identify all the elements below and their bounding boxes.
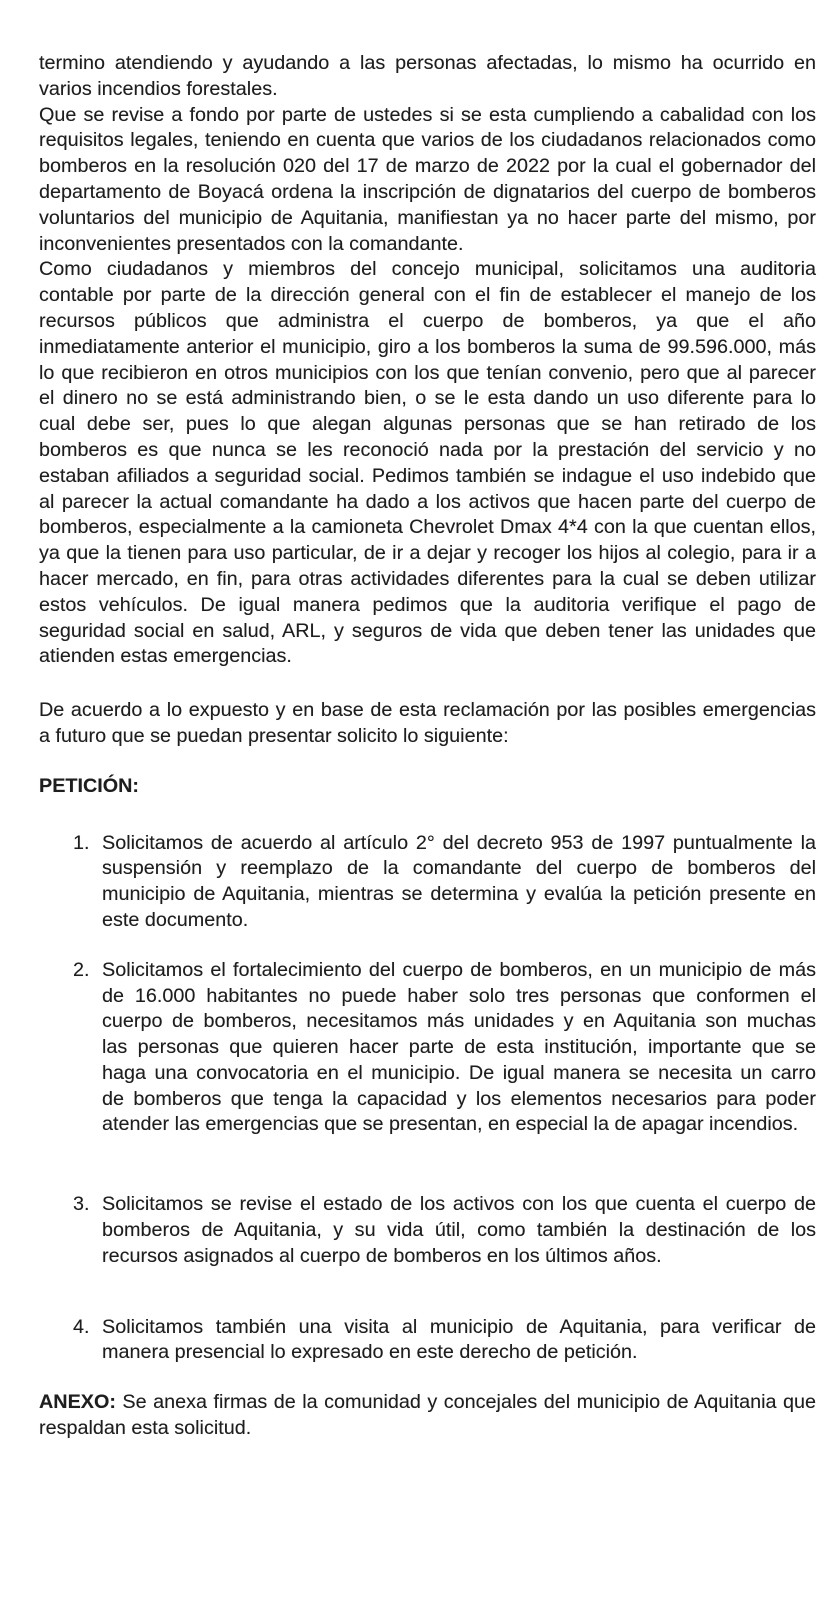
text-line: varios incendios forestales. bbox=[39, 77, 278, 100]
petition-item-4 bbox=[39, 1315, 816, 1367]
document-content bbox=[39, 51, 816, 1442]
text-line: hacer mercado, en fin, para otras actividades diferentes para la cual se deben utilizar bbox=[39, 567, 816, 590]
list-number: 3. bbox=[73, 1193, 90, 1216]
text-line: ya que la tienen para uso particular, de ir a dejar y recoger los hijos al colegio, para ir a bbox=[39, 542, 816, 565]
text-line: haga una convocatoria en el municipio. De igual manera se necesita un carro bbox=[102, 1061, 816, 1084]
paragraph bbox=[39, 103, 816, 258]
text-line: las personas que quieren hacer parte de esta institución, importante que se bbox=[102, 1036, 816, 1059]
text-line: estaban afiliados a seguridad social. Pedimos también se indague el uso indebido que bbox=[39, 464, 816, 487]
list-item-text bbox=[102, 1315, 816, 1367]
text-line: atender las emergencias que se presentan, en especial la de apagar incendios. bbox=[102, 1113, 799, 1136]
text-line: contable por parte de la dirección general con el fin de establecer el manejo de los bbox=[39, 284, 816, 307]
text-line: suspensión y reemplazo de la comandante del cuerpo de bomberos del bbox=[102, 857, 816, 880]
text-line: departamento de Boyacá ordena la inscripción de dignatarios del cuerpo de bomberos bbox=[39, 180, 816, 203]
text-line: Que se revise a fondo por parte de ustedes si se esta cumpliendo a cabalidad con los bbox=[39, 103, 816, 126]
text-line: voluntarios del municipio de Aquitania, manifiestan ya no hacer parte del mismo, por bbox=[39, 206, 816, 229]
text-line: termino atendiendo y ayudando a las personas afectadas, lo mismo ha ocurrido en bbox=[39, 52, 816, 74]
text-line: recursos asignados al cuerpo de bomberos en los últimos años. bbox=[102, 1244, 662, 1267]
list-item-text bbox=[102, 1192, 816, 1269]
text-line: bomberos, especialmente a la camioneta Chevrolet Dmax 4*4 con la que cuentan ellos, bbox=[39, 516, 816, 539]
text-line: al parecer la actual comandante ha dado a los activos que hacen parte del cuerpo de bbox=[39, 490, 816, 513]
text-line: requisitos legales, teniendo en cuenta que varios de los ciudadanos relacionados como bbox=[39, 129, 816, 152]
text-line: manera presencial lo expresado en este derecho de petición. bbox=[102, 1341, 638, 1364]
petition-item-3 bbox=[39, 1192, 816, 1269]
text-line: de 16.000 habitantes no puede haber solo tres personas que conformen el bbox=[102, 984, 816, 1007]
text-line bbox=[39, 1390, 816, 1416]
text-line: el dinero no se está administrando bien, o se le esta dando un uso diferente para lo bbox=[39, 387, 816, 410]
text-line: Solicitamos se revise el estado de los activos con los que cuenta el cuerpo de bbox=[102, 1193, 816, 1216]
text-line: bomberos en la resolución 020 del 17 de marzo de 2022 por la cual el gobernador del bbox=[39, 155, 816, 178]
paragraph bbox=[39, 698, 816, 750]
anexo-text: Se anexa firmas de la comunidad y concejales del municipio de Aquitania que bbox=[122, 1391, 816, 1414]
text-line: bomberos es que nunca se les reconoció nada por la prestación del servicio y no bbox=[39, 438, 816, 461]
anexo-label: ANEXO: bbox=[39, 1391, 116, 1414]
petition-heading-text: PETICIÓN: bbox=[39, 774, 140, 797]
text-line: de bomberos que tenga la capacidad y los elementos necesarios para poder bbox=[102, 1087, 816, 1110]
text-line: lo que recibieron en otros municipios con los que tenían convenio, pero que al parecer bbox=[39, 361, 816, 384]
paragraph bbox=[39, 257, 816, 670]
list-item-text bbox=[102, 958, 816, 1139]
text-line: seguridad social en salud, ARL, y seguros de vida que deben tener las unidades que bbox=[39, 619, 816, 642]
text-line: cuerpo de bomberos, necesitamos más unidades y en Aquitania son muchas bbox=[102, 1010, 816, 1033]
paragraph bbox=[39, 51, 816, 103]
text-line: De acuerdo a lo expuesto y en base de esta reclamación por las posibles emergencias bbox=[39, 699, 816, 722]
text-line: inmediatamente anterior el municipio, giro a los bomberos la suma de 99.596.000, más bbox=[39, 335, 816, 358]
petition-item-1 bbox=[39, 831, 816, 934]
list-item-text bbox=[102, 831, 816, 934]
text-line: bomberos de Aquitania, y su vida útil, como también la destinación de los bbox=[102, 1219, 816, 1242]
list-number: 4. bbox=[73, 1315, 90, 1338]
text-line: recursos públicos que administra el cuerpo de bomberos, ya que el año bbox=[39, 309, 816, 332]
text-line: atienden estas emergencias. bbox=[39, 645, 292, 668]
petition-item-2 bbox=[39, 958, 816, 1139]
text-line: Solicitamos de acuerdo al artículo 2° del decreto 953 de 1997 puntualmente la bbox=[102, 831, 816, 854]
anexo-paragraph bbox=[39, 1390, 816, 1442]
text-line: municipio de Aquitania, mientras se determina y evalúa la petición presente en bbox=[102, 883, 816, 906]
text-line: este documento. bbox=[102, 908, 249, 931]
text-line: respaldan esta solicitud. bbox=[39, 1417, 252, 1440]
text-line: estos vehículos. De igual manera pedimos que la auditoria verifique el pago de bbox=[39, 593, 816, 616]
text-line: Solicitamos también una visita al municipio de Aquitania, para verificar de bbox=[102, 1315, 816, 1338]
text-line: Como ciudadanos y miembros del concejo municipal, solicitamos una auditoria bbox=[39, 258, 816, 281]
petition-heading bbox=[39, 774, 816, 800]
text-line: inconvenientes presentados con la comandante. bbox=[39, 232, 464, 255]
text-line: cual debe ser, pues lo que alegan algunas personas que se han retirado de los bbox=[39, 413, 816, 436]
text-line: a futuro que se puedan presentar solicito lo siguiente: bbox=[39, 724, 509, 747]
list-number: 2. bbox=[73, 958, 90, 981]
list-number: 1. bbox=[73, 831, 90, 854]
text-line: Solicitamos el fortalecimiento del cuerpo de bomberos, en un municipio de más bbox=[102, 958, 816, 981]
